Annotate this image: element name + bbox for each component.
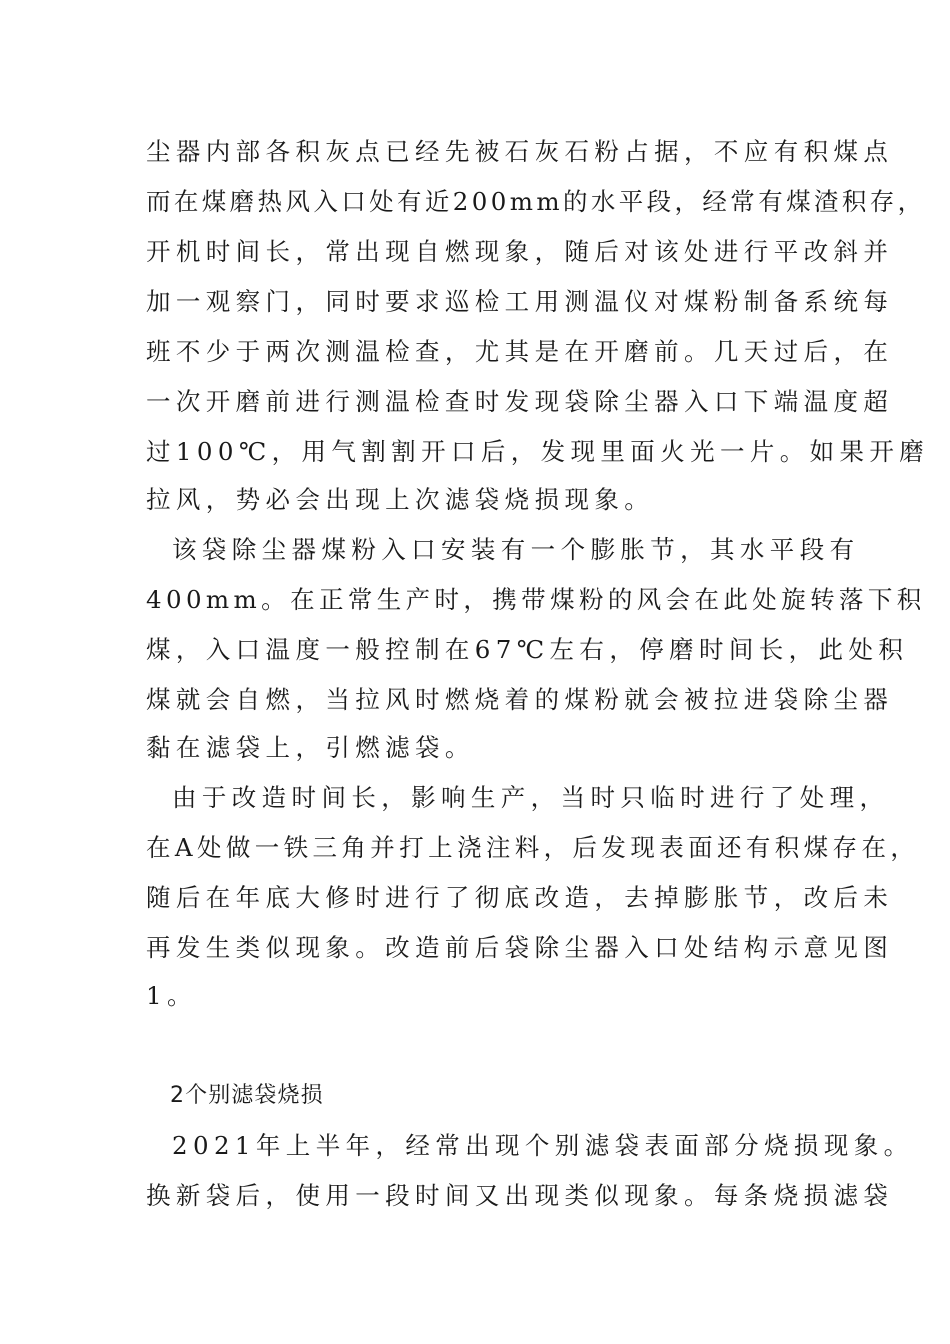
text-line: 煤，入口温度一般控制在67℃左右，停磨时间长，此处积 [146,635,909,664]
text-line: 拉风，势必会出现上次滤袋烧损现象。 [146,485,655,514]
text-line: 由于改造时间长，影响生产，当时只临时进行了处理， [172,783,890,812]
text-line: 在A处做一铁三角并打上浇注料，后发现表面还有积煤存在， [146,833,920,862]
text-line: 随后在年底大修时进行了彻底改造，去掉膨胀节，改后未 [146,883,894,912]
text-line: 2021年上半年，经常出现个别滤袋表面部分烧损现象。 [172,1131,914,1160]
section-heading: 2个别滤袋烧损 [170,1083,324,1108]
text-line: 尘器内部各积灰点已经先被石灰石粉占据，不应有积煤点 [146,137,894,166]
text-line: 班不少于两次测温检查，尤其是在开磨前。几天过后，在 [146,337,894,366]
text-line: 换新袋后，使用一段时间又出现类似现象。每条烧损滤袋 [146,1181,894,1210]
text-line: 400mm。在正常生产时，携带煤粉的风会在此处旋转落下积 [146,585,926,614]
text-line: 加一观察门，同时要求巡检工用测温仪对煤粉制备系统每 [146,287,894,316]
text-line: 煤就会自燃，当拉风时燃烧着的煤粉就会被拉进袋除尘器 [146,685,894,714]
text-line: 过100℃，用气割割开口后，发现里面火光一片。如果开磨 [146,437,930,466]
text-line: 再发生类似现象。改造前后袋除尘器入口处结构示意见图 [146,933,894,962]
text-line: 而在煤磨热风入口处有近200mm的水平段，经常有煤渣积存， [146,187,926,216]
text-line: 1。 [146,981,197,1010]
text-line: 一次开磨前进行测温检查时发现袋除尘器入口下端温度超 [146,387,894,416]
text-line: 开机时间长，常出现自燃现象，随后对该处进行平改斜并 [146,237,894,266]
text-line: 黏在滤袋上，引燃滤袋。 [146,733,475,762]
text-line: 该袋除尘器煤粉入口安装有一个膨胀节，其水平段有 [172,535,860,564]
